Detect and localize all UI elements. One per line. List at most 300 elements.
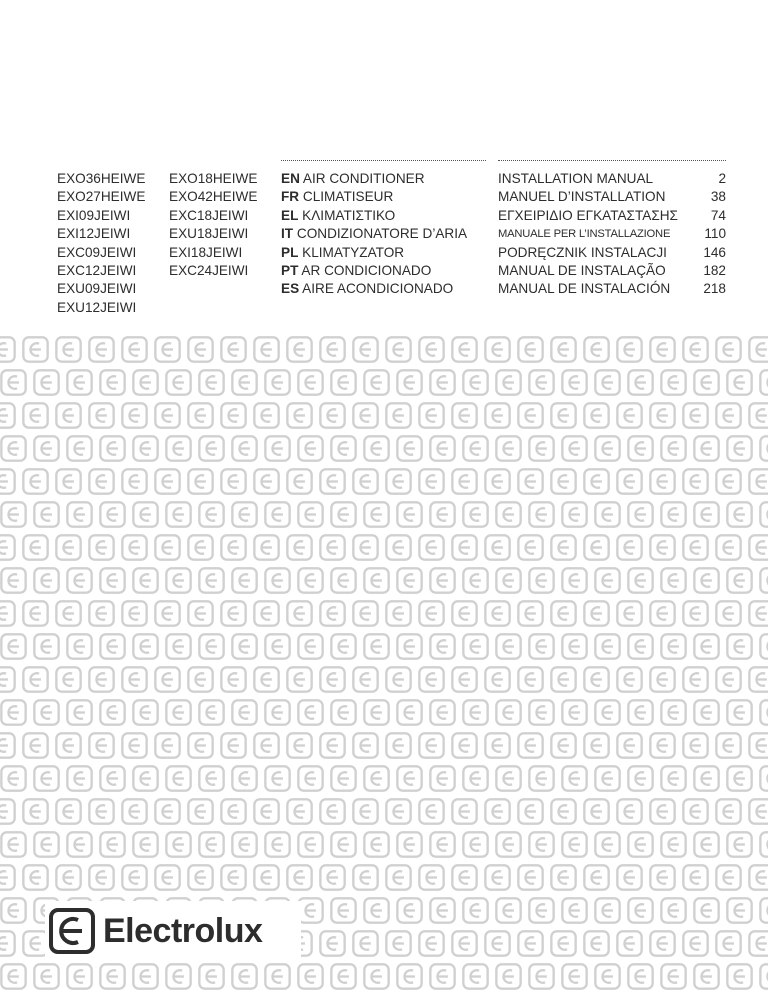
pattern-tile (595, 634, 619, 658)
pattern-tile (265, 568, 289, 592)
pattern-tile (353, 337, 377, 361)
pattern-tile (89, 469, 113, 493)
pattern-tile (353, 535, 377, 559)
pattern-tile (67, 766, 91, 790)
manual-title: PODRĘCZNIK INSTALACJI (498, 244, 667, 260)
pattern-tile (518, 733, 542, 757)
pattern-tile (518, 337, 542, 361)
pattern-tile (56, 535, 80, 559)
manual-entry (498, 225, 726, 243)
pattern-tile (716, 535, 740, 559)
pattern-tile (463, 766, 487, 790)
pattern-tile (155, 337, 179, 361)
pattern-tile (364, 898, 388, 922)
pattern-tile (463, 436, 487, 460)
pattern-tile (188, 601, 212, 625)
pattern-tile (353, 403, 377, 427)
pattern-tile (595, 370, 619, 394)
pattern-tile (430, 370, 454, 394)
pattern-tile (188, 865, 212, 889)
model-number: EXC12JEIWI (57, 263, 137, 279)
pattern-tile (287, 865, 311, 889)
pattern-tile (386, 337, 410, 361)
pattern-tile (661, 568, 685, 592)
pattern-tile (397, 502, 421, 526)
pattern-tile (320, 403, 344, 427)
model-number: EXO18HEIWE (169, 171, 258, 186)
pattern-tile (661, 832, 685, 856)
model-number: EXC24JEIWI (169, 263, 249, 279)
dotted-rule-products (281, 160, 486, 161)
pattern-tile (749, 403, 768, 427)
pattern-tile (518, 799, 542, 823)
pattern-tile (221, 601, 245, 625)
pattern-tile (254, 667, 278, 691)
pattern-tile (1, 502, 25, 526)
pattern-tile (331, 964, 355, 988)
pattern-tile (628, 832, 652, 856)
pattern-tile (650, 469, 674, 493)
product-name-row (281, 280, 486, 298)
pattern-tile (221, 535, 245, 559)
pattern-tile (331, 898, 355, 922)
pattern-tile (89, 601, 113, 625)
pattern-tile (496, 502, 520, 526)
pattern-tile (562, 700, 586, 724)
pattern-tile (727, 502, 751, 526)
pattern-tile (89, 667, 113, 691)
pattern-tile (56, 469, 80, 493)
page-number: 146 (703, 244, 726, 260)
pattern-tile (0, 601, 15, 625)
pattern-tile (529, 436, 553, 460)
manual-entry (498, 188, 726, 206)
pattern-tile (650, 403, 674, 427)
model-number: EXO36HEIWE (57, 171, 146, 186)
pattern-tile (364, 568, 388, 592)
pattern-tile (694, 766, 718, 790)
pattern-tile (595, 568, 619, 592)
pattern-tile (133, 832, 157, 856)
pattern-tile (749, 865, 768, 889)
pattern-tile (89, 535, 113, 559)
product-name: AIRE ACONDICIONADO (302, 281, 454, 297)
pattern-tile (760, 436, 768, 460)
pattern-tile (67, 832, 91, 856)
product-name-row (281, 244, 486, 262)
pattern-tile (529, 766, 553, 790)
pattern-tile (650, 601, 674, 625)
pattern-tile (727, 568, 751, 592)
pattern-tile (617, 469, 641, 493)
pattern-tile (529, 370, 553, 394)
product-name: KLIMATYZATOR (302, 244, 405, 260)
pattern-tile (100, 634, 124, 658)
product-name-row (281, 225, 486, 243)
model-list-1 (57, 170, 145, 317)
pattern-tile (353, 469, 377, 493)
pattern-tile (232, 568, 256, 592)
pattern-tile (133, 436, 157, 460)
pattern-tile (166, 370, 190, 394)
pattern-tile (364, 832, 388, 856)
pattern-tile (617, 403, 641, 427)
pattern-tile (562, 898, 586, 922)
pattern-tile (386, 931, 410, 955)
pattern-tile (0, 733, 15, 757)
pattern-tile (199, 568, 223, 592)
pattern-tile (419, 733, 443, 757)
pattern-tile (386, 799, 410, 823)
pattern-tile (320, 931, 344, 955)
pattern-tile (562, 634, 586, 658)
pattern-tile (518, 931, 542, 955)
pattern-tile (518, 865, 542, 889)
pattern-tile (551, 469, 575, 493)
pattern-tile (584, 865, 608, 889)
pattern-tile (463, 634, 487, 658)
pattern-tile (496, 700, 520, 724)
pattern-tile (716, 403, 740, 427)
pattern-tile (452, 535, 476, 559)
pattern-tile (254, 403, 278, 427)
pattern-tile (199, 700, 223, 724)
pattern-tile (628, 568, 652, 592)
pattern-tile (562, 964, 586, 988)
pattern-tile (23, 469, 47, 493)
pattern-tile (23, 535, 47, 559)
model-number: EXU12JEIWI (57, 299, 137, 315)
pattern-tile (221, 799, 245, 823)
pattern-tile (617, 337, 641, 361)
pattern-tile (485, 931, 509, 955)
pattern-tile (683, 733, 707, 757)
pattern-tile (155, 403, 179, 427)
product-name: AR CONDICIONADO (301, 263, 432, 279)
pattern-tile (452, 931, 476, 955)
pattern-tile (463, 700, 487, 724)
model-number: EXO27HEIWE (57, 189, 146, 205)
pattern-tile (518, 403, 542, 427)
page-number: 218 (703, 281, 726, 297)
pattern-tile (188, 733, 212, 757)
pattern-tile (727, 898, 751, 922)
pattern-tile (650, 865, 674, 889)
pattern-tile (133, 634, 157, 658)
pattern-tile (760, 766, 768, 790)
pattern-tile (34, 964, 58, 988)
pattern-tile (760, 700, 768, 724)
pattern-tile (628, 898, 652, 922)
pattern-tile (496, 634, 520, 658)
pattern-tile (683, 931, 707, 955)
pattern-tile (716, 667, 740, 691)
pattern-tile (628, 766, 652, 790)
pattern-tile (716, 469, 740, 493)
pattern-tile (419, 535, 443, 559)
pattern-tile (122, 535, 146, 559)
pattern-tile (716, 337, 740, 361)
pattern-tile (0, 799, 15, 823)
pattern-tile (727, 964, 751, 988)
pattern-tile (419, 667, 443, 691)
pattern-tile (100, 700, 124, 724)
pattern-tile (419, 469, 443, 493)
pattern-tile (551, 535, 575, 559)
pattern-tile (452, 733, 476, 757)
pattern-tile (430, 436, 454, 460)
pattern-tile (397, 832, 421, 856)
pattern-tile (100, 964, 124, 988)
pattern-tile (287, 733, 311, 757)
pattern-tile (452, 403, 476, 427)
pattern-tile (353, 601, 377, 625)
pattern-tile (353, 799, 377, 823)
pattern-tile (386, 535, 410, 559)
pattern-tile (34, 832, 58, 856)
pattern-tile (496, 766, 520, 790)
pattern-tile (584, 469, 608, 493)
pattern-tile (89, 733, 113, 757)
manual-title: MANUALE PER L’INSTALLAZIONE (498, 228, 671, 241)
pattern-tile (452, 337, 476, 361)
pattern-tile (1, 766, 25, 790)
pattern-tile (694, 370, 718, 394)
model-number: EXU09JEIWI (57, 281, 137, 297)
pattern-tile (34, 634, 58, 658)
pattern-tile (397, 568, 421, 592)
pattern-tile (254, 535, 278, 559)
pattern-tile (617, 601, 641, 625)
pattern-tile (56, 799, 80, 823)
pattern-tile (188, 337, 212, 361)
pattern-tile (166, 436, 190, 460)
pattern-tile (67, 502, 91, 526)
pattern-tile (199, 634, 223, 658)
pattern-tile (232, 436, 256, 460)
pattern-tile (0, 403, 15, 427)
pattern-tile (694, 832, 718, 856)
pattern-tile (0, 469, 15, 493)
pattern-tile (386, 865, 410, 889)
pattern-tile (221, 733, 245, 757)
pattern-tile (298, 370, 322, 394)
pattern-tile (485, 535, 509, 559)
pattern-tile (56, 733, 80, 757)
pattern-tile (617, 535, 641, 559)
manual-title: ΕΓΧΕΙΡΙΔΙΟ ΕΓΚΑΤΑΣΤΑΣΗΣ (498, 207, 678, 223)
pattern-tile (364, 370, 388, 394)
pattern-tile (496, 568, 520, 592)
model-number: EXU18JEIWI (169, 226, 249, 242)
product-name: AIR CONDITIONER (302, 171, 425, 186)
pattern-tile (562, 832, 586, 856)
pattern-tile (551, 931, 575, 955)
pattern-tile (166, 766, 190, 790)
pattern-tile (56, 865, 80, 889)
pattern-tile (331, 700, 355, 724)
pattern-tile (694, 568, 718, 592)
pattern-tile (760, 898, 768, 922)
pattern-tile (155, 865, 179, 889)
pattern-tile (463, 832, 487, 856)
pattern-tile (166, 634, 190, 658)
pattern-tile (133, 964, 157, 988)
pattern-tile (430, 568, 454, 592)
pattern-tile (122, 601, 146, 625)
page-number: 74 (710, 207, 726, 223)
pattern-tile (298, 502, 322, 526)
pattern-tile (1, 898, 25, 922)
pattern-tile (496, 832, 520, 856)
pattern-tile (166, 964, 190, 988)
pattern-tile (353, 865, 377, 889)
pattern-tile (749, 667, 768, 691)
pattern-tile (287, 601, 311, 625)
pattern-tile (1, 568, 25, 592)
pattern-tile (67, 964, 91, 988)
page-number: 2 (718, 171, 726, 186)
manual-title: MANUEL D’INSTALLATION (498, 189, 666, 205)
pattern-tile (34, 766, 58, 790)
pattern-tile (716, 931, 740, 955)
pattern-tile (331, 832, 355, 856)
pattern-tile (430, 964, 454, 988)
product-name-row (281, 207, 486, 225)
product-name-row (281, 188, 486, 206)
brand-logo (45, 901, 301, 961)
pattern-tile (133, 568, 157, 592)
pattern-tile (23, 667, 47, 691)
manual-entry (498, 244, 726, 262)
pattern-tile (650, 733, 674, 757)
pattern-tile (155, 469, 179, 493)
pattern-tile (34, 700, 58, 724)
pattern-tile (661, 964, 685, 988)
pattern-tile (452, 469, 476, 493)
brand-wordmark: Electrolux (103, 911, 263, 950)
pattern-tile (562, 568, 586, 592)
pattern-tile (1, 700, 25, 724)
pattern-tile (331, 436, 355, 460)
pattern-tile (551, 799, 575, 823)
pattern-tile (199, 766, 223, 790)
pattern-tile (617, 799, 641, 823)
pattern-tile (628, 436, 652, 460)
pattern-tile (419, 601, 443, 625)
pattern-tile (100, 436, 124, 460)
pattern-tile (562, 370, 586, 394)
pattern-tile (122, 733, 146, 757)
pattern-tile (727, 766, 751, 790)
pattern-tile (760, 502, 768, 526)
pattern-tile (551, 403, 575, 427)
pattern-tile (584, 535, 608, 559)
page-number: 110 (704, 226, 726, 242)
pattern-tile (1, 964, 25, 988)
pattern-tile (485, 337, 509, 361)
pattern-tile (298, 766, 322, 790)
pattern-tile (1, 832, 25, 856)
pattern-tile (617, 931, 641, 955)
pattern-tile (628, 634, 652, 658)
pattern-tile (155, 535, 179, 559)
pattern-tile (155, 733, 179, 757)
pattern-tile (364, 634, 388, 658)
pattern-tile (584, 799, 608, 823)
pattern-tile (694, 898, 718, 922)
pattern-tile (67, 634, 91, 658)
pattern-tile (221, 337, 245, 361)
pattern-tile (353, 667, 377, 691)
pattern-tile (34, 568, 58, 592)
pattern-tile (628, 964, 652, 988)
logo-pattern-background (0, 330, 768, 994)
pattern-tile (56, 601, 80, 625)
pattern-tile (265, 370, 289, 394)
pattern-tile (595, 436, 619, 460)
pattern-tile (463, 370, 487, 394)
pattern-tile (67, 700, 91, 724)
pattern-tile (287, 403, 311, 427)
electrolux-logo-icon (49, 908, 95, 954)
pattern-tile (199, 370, 223, 394)
pattern-tile (529, 700, 553, 724)
manual-entry (498, 170, 726, 188)
pattern-tile (265, 502, 289, 526)
manual-title: MANUAL DE INSTALACIÓN (498, 281, 671, 297)
pattern-tile (518, 601, 542, 625)
pattern-tile (496, 898, 520, 922)
pattern-tile (595, 964, 619, 988)
pattern-tile (419, 403, 443, 427)
pattern-tile (485, 403, 509, 427)
pattern-tile (320, 535, 344, 559)
pattern-tile (430, 502, 454, 526)
product-name-row (281, 170, 486, 188)
pattern-tile (254, 865, 278, 889)
pattern-tile (331, 568, 355, 592)
pattern-tile (496, 964, 520, 988)
pattern-tile (584, 931, 608, 955)
pattern-tile (430, 700, 454, 724)
pattern-tile (683, 469, 707, 493)
pattern-tile (529, 964, 553, 988)
pattern-tile (727, 700, 751, 724)
pattern-tile (485, 733, 509, 757)
model-number: EXI09JEIWI (57, 207, 131, 223)
pattern-tile (320, 733, 344, 757)
pattern-tile (727, 436, 751, 460)
pattern-tile (188, 403, 212, 427)
pattern-tile (56, 337, 80, 361)
pattern-tile (298, 898, 322, 922)
pattern-tile (122, 865, 146, 889)
pattern-tile (221, 865, 245, 889)
pattern-tile (67, 370, 91, 394)
pattern-tile (463, 898, 487, 922)
pattern-tile (551, 733, 575, 757)
pattern-tile (100, 370, 124, 394)
pattern-tile (166, 700, 190, 724)
language-code: PT (281, 263, 299, 279)
pattern-tile (628, 700, 652, 724)
pattern-tile (430, 766, 454, 790)
pattern-tile (595, 700, 619, 724)
pattern-tile (254, 799, 278, 823)
pattern-tile (529, 898, 553, 922)
pattern-tile (386, 733, 410, 757)
